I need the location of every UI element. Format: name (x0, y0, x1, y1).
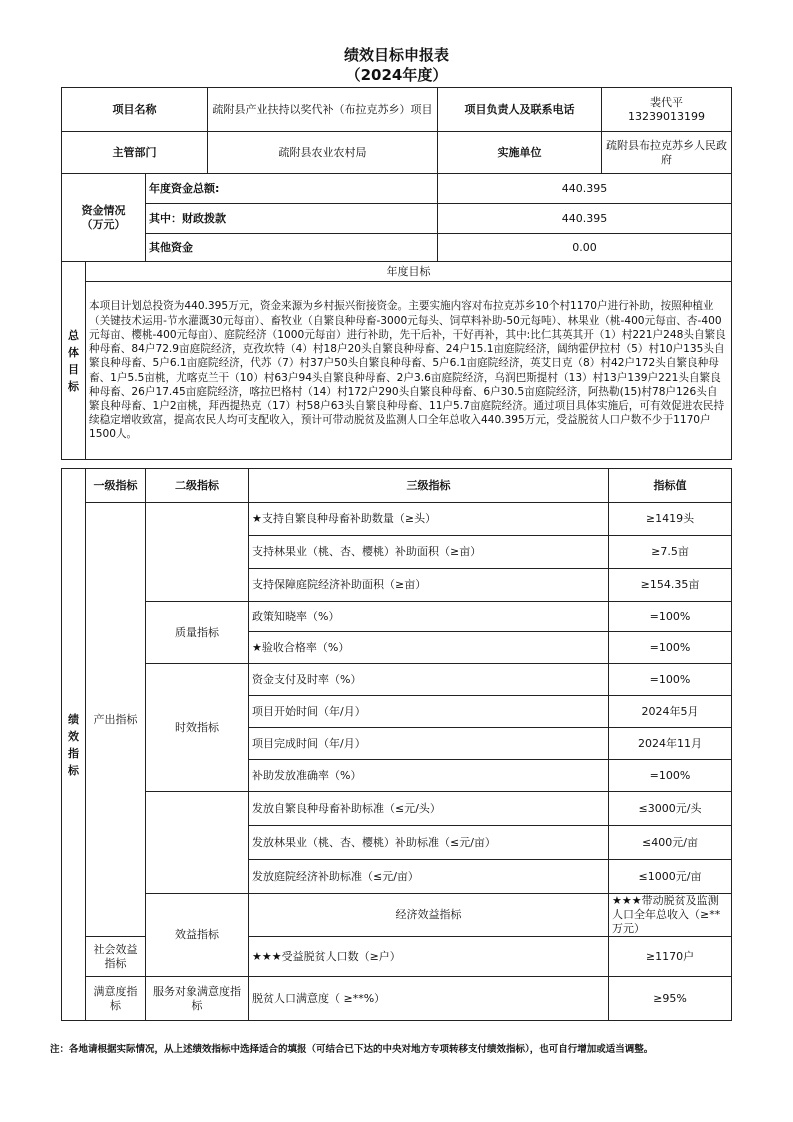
funds-label-line1: 资金情况 (81, 203, 126, 217)
indicator-name: ★支持自繁良种母畜补助数量（≥头） (249, 503, 609, 536)
basic-info-table (61, 87, 732, 460)
annual-goal-text: 本项目计划总投资为440.395万元，资金来源为乡村振兴衔接资金。主要实施内容对布拉克苏乡10个村1170户进行补助，按照种植业（关键技术运用-节水灌溉30元每亩）、畜牧业（自繁良种母畜-3000元每头、饲草料补助-50元每吨）、林果业（桃-400元每亩、杏-400元每亩、樱桃-400元每亩）、庭院经济（1000元每亩）进行补助，先干后补，干好再补，其中:比仁其英其开（1）村221户248头自繁良种母畜、84户72.9亩庭院经济，克孜坎特（4）村18户20头自繁良种母畜、24户15.1亩庭院经济，阔纳霍伊拉村（5）村10户135头自繁良种母畜、5户6.1亩庭院经济，代苏（7）村37户50头自繁良种母畜、5户6.1亩庭院经济，英艾日克（8）村42户172头自繁良种母畜、1户5.5亩桃，尤喀克兰干（10）村63户94头自繁良种母畜、2户3.6亩庭院经济，乌润巴斯提村（13）村13户139户221头自繁良种母畜、26户17.45亩庭院经济，喀拉巴格村（14）村172户290头自繁良种母畜、6户30.5亩庭院经济，阿热勒(15)村78户126头自繁良种母畜、1户2亩桃，拜西提热克（17）村58户63头自繁良种母畜、11户5.7亩庭院经济。通过项目具体实施后，可有效促进农民持续稳定增收致富，提高农民人均可支配收入，预计可带动脱贫及监测人口全年总收入440.395万元，受益脱贫人口户数不少于1170户1500人。 (86, 282, 732, 460)
header-level3: 三级指标 (249, 469, 609, 503)
project-name-label: 项目名称 (62, 88, 208, 132)
time-indicator-label: 时效指标 (146, 664, 249, 792)
indicator-name: 支持保障庭院经济补助面积（≥亩） (249, 569, 609, 602)
overall-goal-label (62, 262, 86, 460)
perf-side-label-text: 绩效指标 (68, 712, 79, 777)
annual-goal-header: 年度目标 (86, 262, 732, 282)
page-subtitle-year: （2024年度） (345, 66, 448, 84)
indicator-name: 发放林果业（桃、杏、樱桃）补助标准（≤元/亩） (249, 826, 609, 860)
perf-side-label (62, 469, 86, 1021)
funds-label-line2: （万元） (81, 217, 126, 231)
funds-other-label: 其他资金 (146, 234, 438, 262)
indicator-value: ≤1000元/亩 (609, 860, 732, 894)
header-level1: 一级指标 (86, 469, 146, 503)
indicator-value: ≤3000元/头 (609, 792, 732, 826)
funds-label (62, 174, 146, 262)
social-benefit-label: 社会效益指标 (86, 937, 146, 977)
header-value: 指标值 (609, 469, 732, 503)
indicator-value: ≥1170户 (609, 937, 732, 977)
funds-other-value: 0.00 (438, 234, 732, 262)
owner-cell (602, 88, 732, 132)
indicator-value: =100% (609, 760, 732, 792)
output-indicator-label: 产出指标 (86, 503, 146, 937)
cost-indicator-label (146, 792, 249, 894)
impl-value: 疏附县布拉克苏乡人民政府 (602, 132, 732, 174)
funds-fiscal-value: 440.395 (438, 204, 732, 234)
quantity-indicator-label (146, 503, 249, 602)
indicator-name: 项目开始时间（年/月） (249, 696, 609, 728)
indicator-value: 2024年5月 (609, 696, 732, 728)
owner-phone: 13239013199 (628, 109, 705, 123)
funds-fiscal-label: 其中：财政拨款 (146, 204, 438, 234)
dept-label: 主管部门 (62, 132, 208, 174)
indicator-value: ≥95% (609, 977, 732, 1021)
indicator-name: 发放庭院经济补助标准（≤元/亩） (249, 860, 609, 894)
indicator-name: 政策知晓率（%） (249, 602, 609, 632)
funds-total-label: 年度资金总额: (146, 174, 438, 204)
indicator-name: ★验收合格率（%） (249, 632, 609, 664)
quality-indicator-label: 质量指标 (146, 602, 249, 664)
indicator-value: ≥7.5亩 (609, 536, 732, 569)
dept-value: 疏附县农业农村局 (208, 132, 438, 174)
indicator-value: =100% (609, 632, 732, 664)
performance-indicators-table (61, 468, 732, 1021)
indicator-name: 发放自繁良种母畜补助标准（≤元/头） (249, 792, 609, 826)
indicator-name: 补助发放准确率（%） (249, 760, 609, 792)
indicator-name: 支持林果业（桃、杏、樱桃）补助面积（≥亩） (249, 536, 609, 569)
benefit-indicator-label: 效益指标 (146, 894, 249, 977)
econ-benefit-label: 经济效益指标 (249, 894, 609, 937)
indicator-value: ≥1419头 (609, 503, 732, 536)
satisfaction-indicator-label: 满意度指标 (86, 977, 146, 1021)
indicator-value: =100% (609, 664, 732, 696)
header-level2: 二级指标 (146, 469, 249, 503)
owner-label: 项目负责人及联系电话 (438, 88, 602, 132)
indicator-name: 资金支付及时率（%） (249, 664, 609, 696)
indicator-name: 脱贫人口满意度（ ≥**%） (249, 977, 609, 1021)
overall-goal-label-text: 总体目标 (68, 328, 79, 393)
indicator-name: 项目完成时间（年/月） (249, 728, 609, 760)
impl-label: 实施单位 (438, 132, 602, 174)
project-name-value: 疏附县产业扶持以奖代补（布拉克苏乡）项目 (208, 88, 438, 132)
indicator-value: 2024年11月 (609, 728, 732, 760)
indicator-value: ≤400元/亩 (609, 826, 732, 860)
owner-name: 裴代平 (650, 95, 683, 109)
indicator-name: ★★★带动脱贫及监测人口全年总收入（≥**万元） (609, 894, 732, 937)
indicator-value: ≥154.35亩 (609, 569, 732, 602)
funds-total-value: 440.395 (438, 174, 732, 204)
service-satisfaction-label: 服务对象满意度指标 (146, 977, 249, 1021)
indicator-name: ★★★受益脱贫人口数（≥户） (249, 937, 609, 977)
page-title: 绩效目标申报表 (343, 46, 449, 64)
indicator-value: =100% (609, 602, 732, 632)
footnote: 注：各地请根据实际情况，从上述绩效指标中选择适合的填报（可结合已下达的中央对地方专项转移支付绩效指标），也可自行增加或适当调整。 (50, 1044, 654, 1055)
